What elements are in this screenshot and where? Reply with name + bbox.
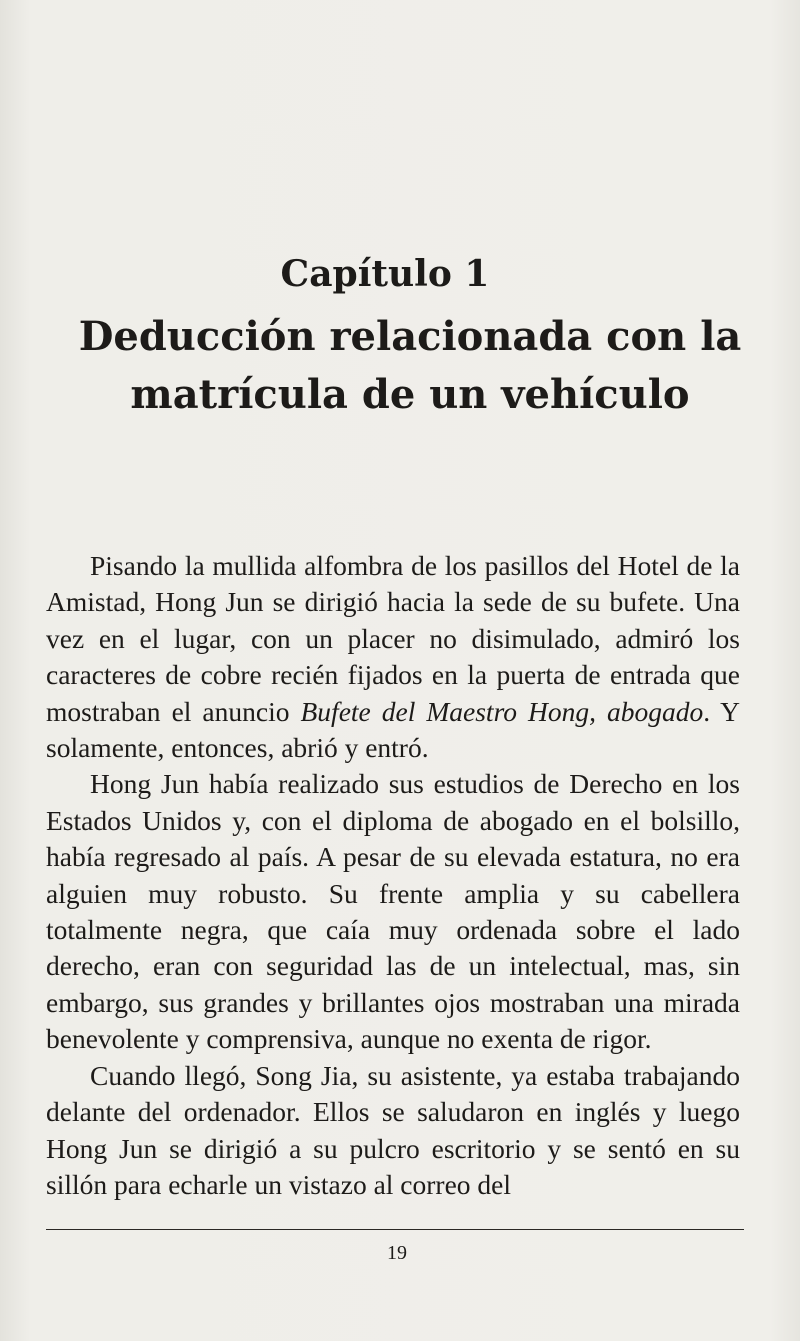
paragraph-1-italic: Bufete del Maestro Hong, abogado [300,695,704,727]
body-text [46,548,740,1203]
paragraph-1-text: Pisando la mullida alfombra de los pasillos del Hotel de la Amistad, Hong Jun se dirigió hacia la sede de su bufete. Una vez en el lugar, con un placer no disimulado, admiró los caracteres de cobre recién fijados en la puerta de entrada que mostraban el anuncio [46,550,740,727]
chapter-title-line-1: Deducción relacionada con la [78,313,742,360]
paragraph-2: Hong Jun había realizado sus estudios de Derecho en los Estados Unidos y, con el diploma de abogado en el bolsillo, había regresado al país. A pesar de su elevada estatura, no era alguien muy robusto. Su frente amplia y su cabellera totalmente negra, que caía muy ordenada sobre el lado derecho, eran con seguridad las de un intelectual, mas, sin embargo, sus grandes y brillantes ojos mostraban una mirada benevolente y comprensiva, aunque no exenta de rigor. [46,768,740,1055]
paragraph-1-end: . Y solamente, entonces, abrió y entró. [46,695,740,764]
chapter-title [40,308,780,424]
paragraph-1 [46,548,740,766]
chapter-label: Capítulo 1 [280,253,490,295]
chapter-title-line-2: matrícula de un vehículo [130,371,690,418]
footer-rule [46,1229,744,1230]
page-number: 19 [387,1242,407,1264]
paragraph-3: Cuando llegó, Song Jia, su asistente, ya estaba trabajando delante del ordenador. Ellos se saludaron en inglés y luego Hong Jun se dirigió a su pulcro escritorio y se sentó en su sillón para echarle un vistazo al correo del [46,1059,740,1200]
